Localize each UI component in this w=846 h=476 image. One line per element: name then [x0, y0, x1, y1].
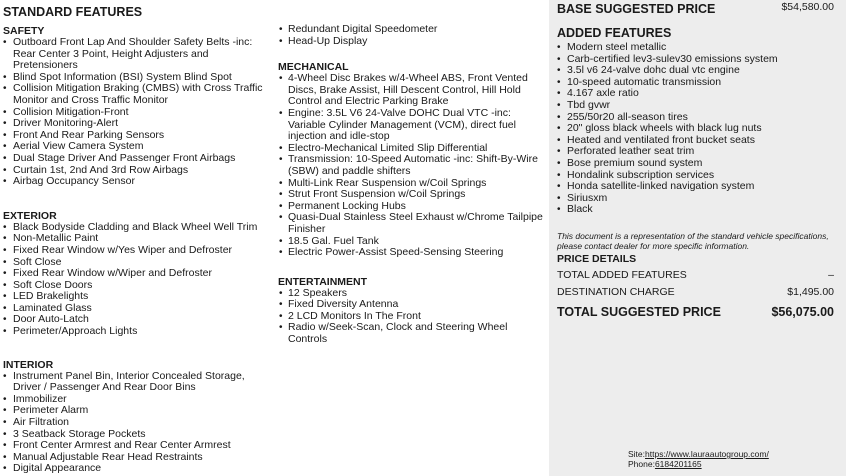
feature-item: • Electric Power-Assist Speed-Sensing Steering	[277, 247, 545, 259]
feature-item: • 4.167 axle ratio	[555, 88, 846, 100]
feature-item: • Tbd gvwr	[555, 100, 846, 112]
dealer-footer	[628, 449, 769, 469]
feature-item: • Door Auto-Latch	[0, 314, 272, 326]
feature-item: • Siriusxm	[555, 193, 846, 205]
feature-item: • 12 Speakers	[277, 288, 545, 300]
site-link[interactable]: https://www.lauraautogroup.com/	[645, 449, 769, 459]
total-price-value: $56,075.00	[771, 304, 834, 319]
section-title-mechanical: MECHANICAL	[278, 61, 349, 74]
feature-item: • Fixed Rear Window w/Yes Wiper and Defroster	[0, 245, 272, 257]
feature-item: • Carb-certified lev3-sulev30 emissions system	[555, 54, 846, 66]
feature-item: • Laminated Glass	[0, 303, 272, 315]
price-details-title: PRICE DETAILS	[557, 252, 637, 265]
feature-item: • Immobilizer	[0, 394, 272, 406]
feature-item: • Black Bodyside Cladding and Black Wheel Well Trim	[0, 222, 272, 234]
pricing-panel	[549, 0, 846, 476]
destination-row	[549, 287, 846, 299]
phone-label: Phone:	[628, 459, 655, 469]
feature-item: • Electro-Mechanical Limited Slip Differential	[277, 143, 545, 155]
feature-item: • Modern steel metallic	[555, 42, 846, 54]
feature-item: • Transmission: 10-Speed Automatic -inc: Shift-By-Wire (SBW) and paddle shifters	[277, 154, 545, 177]
feature-item: • Curtain 1st, 2nd And 3rd Row Airbags	[0, 165, 272, 177]
feature-item: • 3 Seatback Storage Pockets	[0, 429, 272, 441]
standard-features-title: STANDARD FEATURES	[3, 5, 143, 19]
section-list-entertainment	[277, 288, 545, 346]
base-price-value: $54,580.00	[781, 1, 834, 13]
feature-item: • Non-Metallic Paint	[0, 233, 272, 245]
feature-item: • LED Brakelights	[0, 291, 272, 303]
feature-item: • Black	[555, 204, 846, 216]
col2-sections	[277, 61, 545, 345]
feature-item: • Air Filtration	[0, 417, 272, 429]
feature-item: • Collision Mitigation-Front	[0, 107, 272, 119]
feature-item: • Strut Front Suspension w/Coil Springs	[277, 189, 545, 201]
section-list-interior	[0, 371, 272, 475]
feature-item: • Redundant Digital Speedometer	[277, 24, 545, 36]
feature-item: • Manual Adjustable Rear Head Restraints	[0, 452, 272, 464]
feature-item: • Digital Appearance	[0, 463, 272, 475]
feature-item: • 255/50r20 all-season tires	[555, 112, 846, 124]
feature-item: • Airbag Occupancy Sensor	[0, 176, 272, 188]
section-title-exterior: EXTERIOR	[3, 209, 57, 222]
feature-item: • Dual Stage Driver And Passenger Front Airbags	[0, 153, 272, 165]
feature-item: • Collision Mitigation Braking (CMBS) with Cross Traffic Monitor and Cross Traffic Monitor	[0, 83, 272, 106]
added-features-title: ADDED FEATURES	[557, 26, 672, 40]
feature-item: • Permanent Locking Hubs	[277, 201, 545, 213]
feature-item: • Aerial View Camera System	[0, 141, 272, 153]
feature-item: • Front Center Armrest and Rear Center Armrest	[0, 440, 272, 452]
feature-item: • Fixed Diversity Antenna	[277, 299, 545, 311]
total-added-value: –	[828, 268, 834, 281]
total-added-row	[549, 270, 846, 282]
feature-item: • 2 LCD Monitors In The Front	[277, 311, 545, 323]
feature-item: • Honda satellite-linked navigation system	[555, 181, 846, 193]
feature-item: • Perimeter/Approach Lights	[0, 326, 272, 338]
feature-item: • Instrument Panel Bin, Interior Concealed Storage, Driver / Passenger And Rear Door Bins	[0, 371, 272, 394]
feature-item: • Engine: 3.5L V6 24-Valve DOHC Dual VTC -inc: Variable Cylinder Management (VCM), direct fuel injection and idle-stop	[277, 108, 545, 143]
col1-sections	[0, 25, 272, 475]
section-list-exterior	[0, 222, 272, 338]
feature-item: • Radio w/Seek-Scan, Clock and Steering Wheel Controls	[277, 322, 545, 345]
feature-item: • 3.5l v6 24-valve dohc dual vtc engine	[555, 65, 846, 77]
phone-link[interactable]: 6184201165	[654, 459, 702, 469]
feature-item: • Soft Close Doors	[0, 280, 272, 292]
feature-item: • 10-speed automatic transmission	[555, 77, 846, 89]
feature-item: • Perforated leather seat trim	[555, 146, 846, 158]
section-title-entertainment: ENTERTAINMENT	[278, 275, 368, 288]
total-added-label: TOTAL ADDED FEATURES	[557, 268, 687, 281]
base-price-row	[549, 0, 846, 16]
feature-item: • Bose premium sound system	[555, 158, 846, 170]
section-list-safety	[0, 37, 272, 188]
total-price-label: TOTAL SUGGESTED PRICE	[557, 304, 721, 319]
feature-item: • Perimeter Alarm	[0, 405, 272, 417]
feature-item: • Quasi-Dual Stainless Steel Exhaust w/Chrome Tailpipe Finisher	[277, 212, 545, 235]
feature-item: • Outboard Front Lap And Shoulder Safety Belts -inc: Rear Center 3 Point, Height Adjusters and Pretensioners	[0, 37, 272, 72]
disclaimer-text: This document is a representation of the standard vehicle specifications, please contact dealer for more specific information.	[557, 230, 829, 251]
feature-item: • Heated and ventilated front bucket seats	[555, 135, 846, 147]
total-price-row	[549, 305, 846, 320]
section-title-interior: INTERIOR	[3, 358, 54, 371]
feature-item: • Soft Close	[0, 257, 272, 269]
base-price-title: BASE SUGGESTED PRICE	[557, 2, 716, 16]
feature-item: • 20" gloss black wheels with black lug nuts	[555, 123, 846, 135]
section-title-safety: SAFETY	[3, 25, 45, 37]
section-list-mechanical	[277, 73, 545, 259]
feature-item: • Blind Spot Information (BSI) System Blind Spot	[0, 72, 272, 84]
feature-item: • Head-Up Display	[277, 36, 545, 48]
added-features-list	[555, 42, 846, 216]
standard-features-column-2	[277, 0, 545, 346]
feature-item: • Fixed Rear Window w/Wiper and Defroster	[0, 268, 272, 280]
feature-item: • Driver Monitoring-Alert	[0, 118, 272, 130]
feature-item: • Multi-Link Rear Suspension w/Coil Springs	[277, 178, 545, 190]
site-label: Site:	[628, 449, 646, 459]
feature-item: • 18.5 Gal. Fuel Tank	[277, 236, 545, 248]
feature-item: • Hondalink subscription services	[555, 170, 846, 182]
col2-top-list	[277, 24, 545, 47]
destination-label: DESTINATION CHARGE	[557, 286, 675, 299]
destination-value: $1,495.00	[787, 286, 834, 299]
standard-features-column-1	[0, 0, 272, 475]
feature-item: • Front And Rear Parking Sensors	[0, 130, 272, 142]
feature-item: • 4-Wheel Disc Brakes w/4-Wheel ABS, Front Vented Discs, Brake Assist, Hill Descent Control, Hill Hold Control and Electric Parking Brake	[277, 73, 545, 108]
